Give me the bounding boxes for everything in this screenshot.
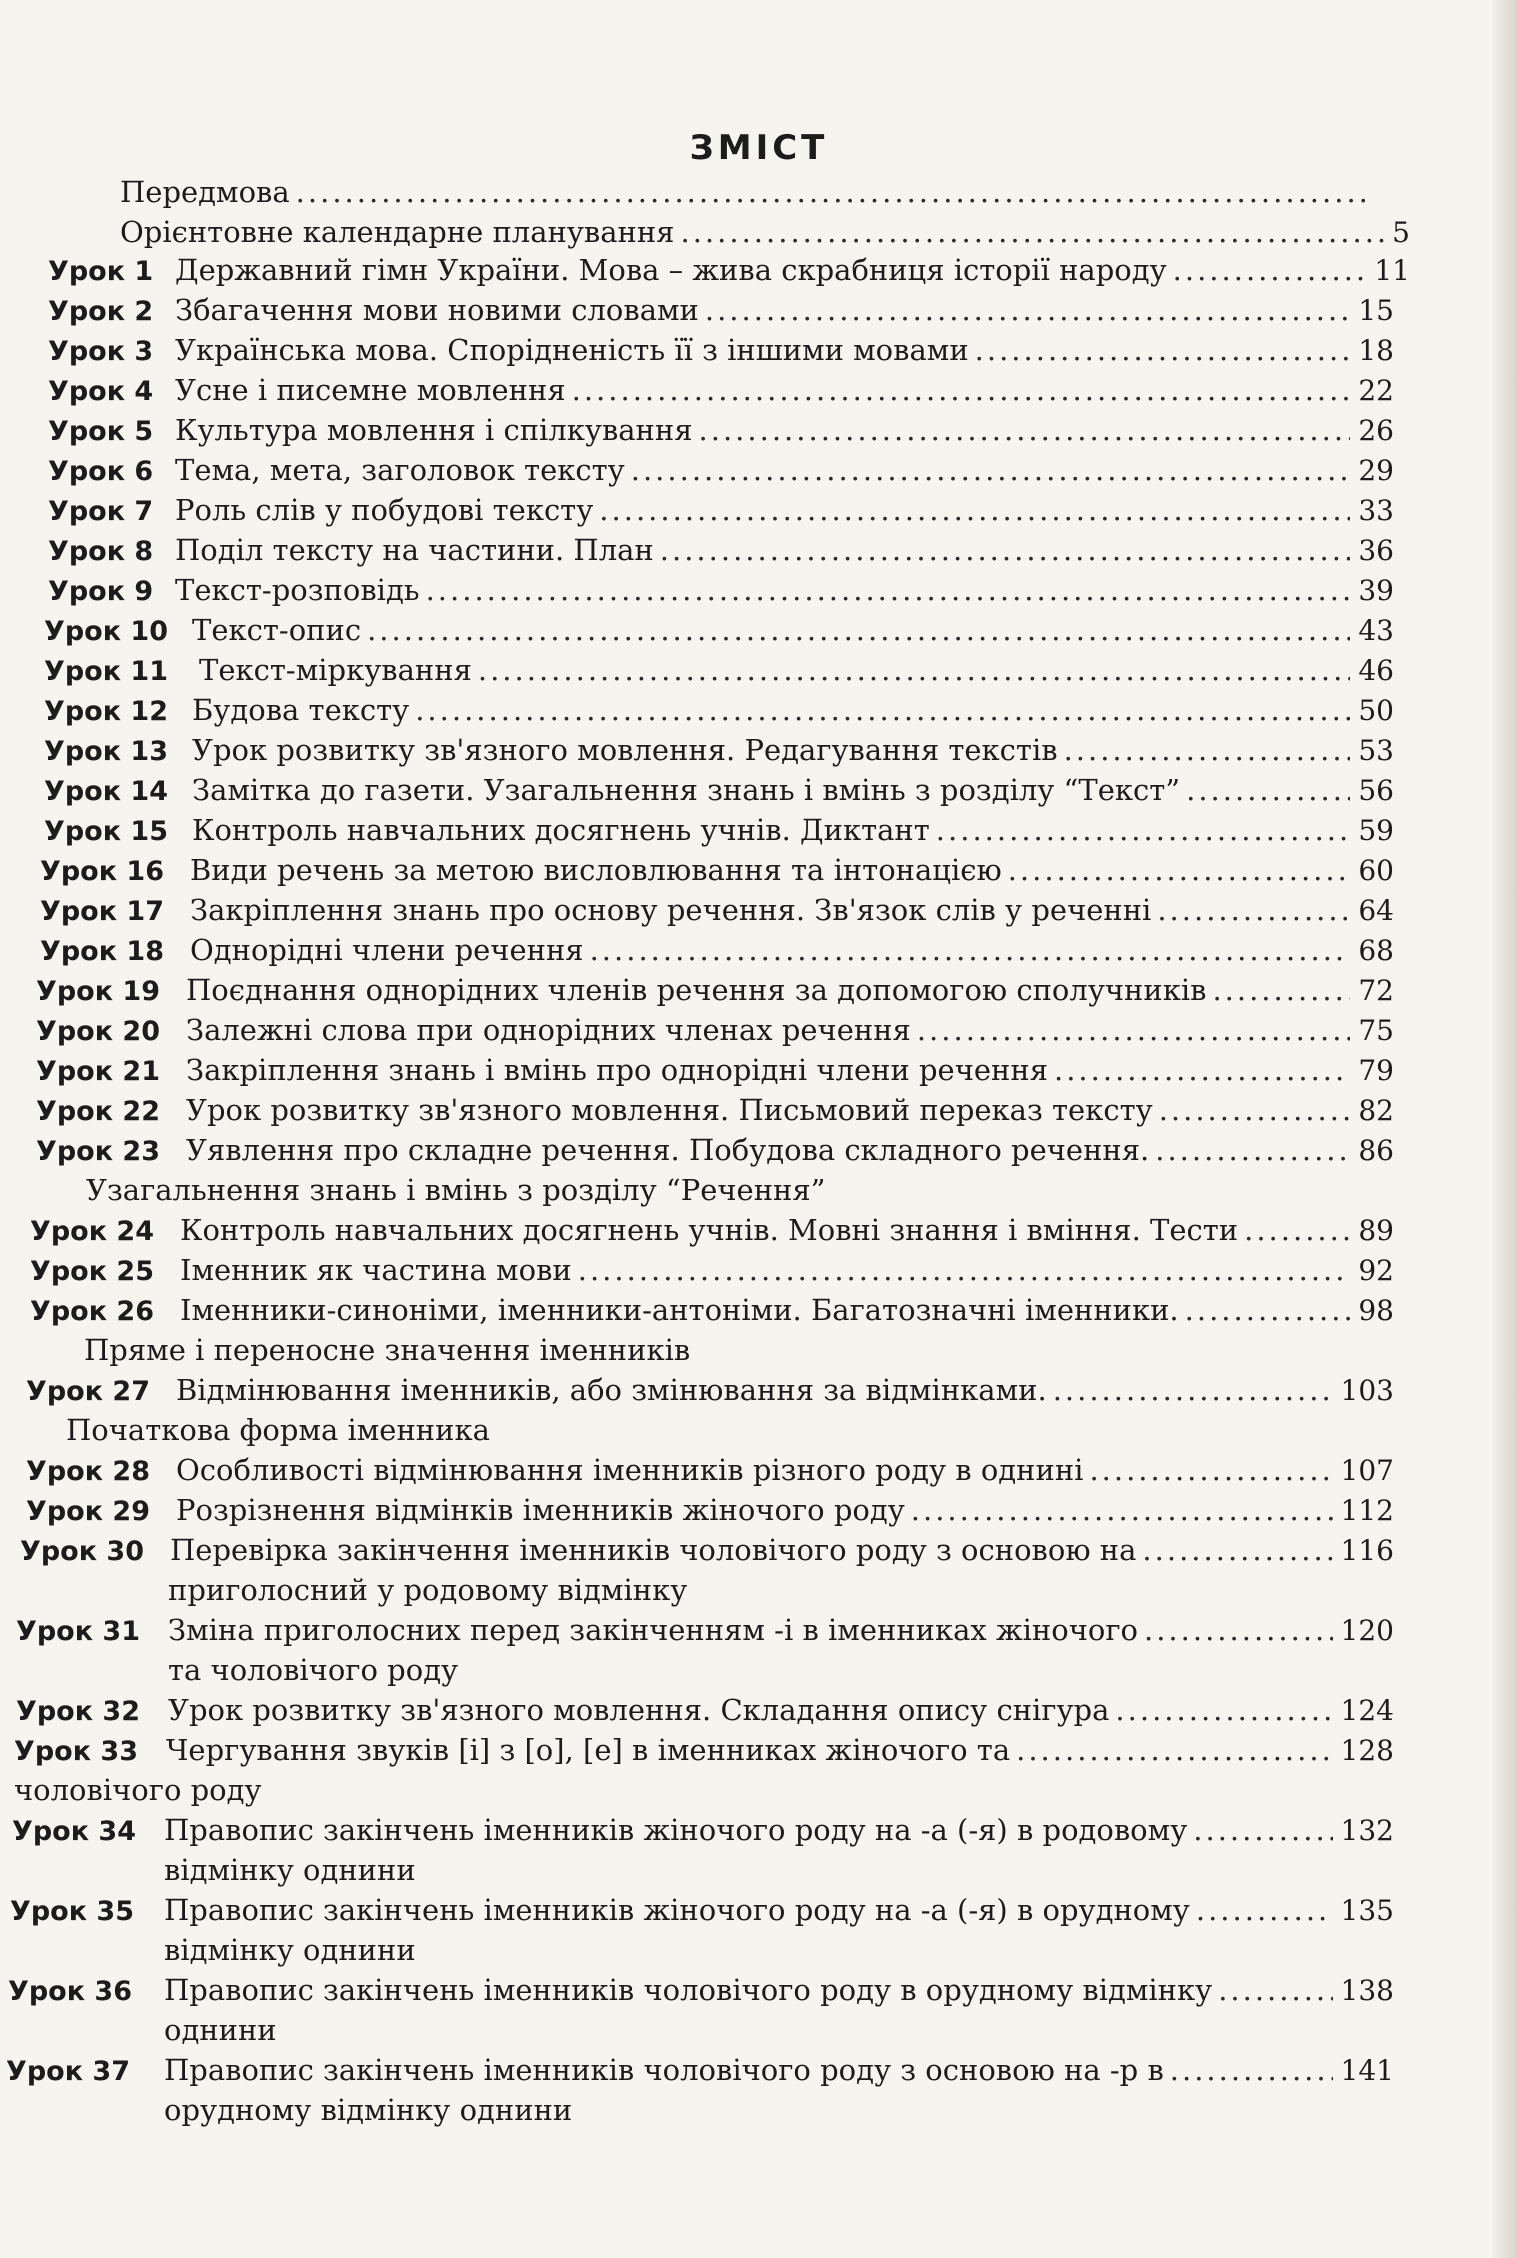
toc-entry-continuation bbox=[164, 1930, 1394, 1970]
page-number: 11 bbox=[1374, 254, 1410, 287]
toc-entry-lesson[interactable] bbox=[30, 1210, 1394, 1250]
dot-leader bbox=[478, 650, 1350, 690]
dot-leader bbox=[1193, 1810, 1332, 1850]
toc-entry-continuation bbox=[84, 1330, 1380, 1370]
page-number: 50 bbox=[1358, 694, 1394, 727]
dot-leader bbox=[975, 330, 1351, 370]
page-number: 29 bbox=[1358, 454, 1394, 487]
lesson-label: Урок 1 bbox=[48, 256, 154, 287]
toc-entry-continuation bbox=[86, 1170, 1376, 1210]
dot-leader bbox=[1155, 1130, 1350, 1170]
dot-leader bbox=[1196, 1890, 1333, 1930]
toc-entry-text: Поділ тексту на частини. План bbox=[175, 533, 654, 567]
page-number: 124 bbox=[1340, 1694, 1394, 1727]
page-number: 112 bbox=[1340, 1494, 1394, 1527]
toc-entry-text: Контроль навчальних досягнень учнів. Диктант bbox=[192, 813, 930, 847]
toc-entry-lesson[interactable] bbox=[8, 1970, 1394, 2010]
toc-entry-continuation bbox=[164, 1850, 1394, 1890]
dot-leader bbox=[426, 570, 1351, 610]
toc-entry-text: Правопис закінчень іменників жіночого роду на -а (-я) в родовому bbox=[164, 1813, 1188, 1847]
toc-entry-lesson[interactable] bbox=[44, 690, 1394, 730]
lesson-label: Урок 30 bbox=[20, 1536, 144, 1567]
dot-leader bbox=[1212, 970, 1350, 1010]
toc-entry-text: Державний гімн України. Мова – жива скрабниця історії народу bbox=[175, 253, 1167, 287]
page-number: 107 bbox=[1340, 1454, 1394, 1487]
page-number: 138 bbox=[1340, 1974, 1394, 2007]
dot-leader bbox=[1185, 1290, 1351, 1330]
lesson-label: Урок 8 bbox=[48, 536, 154, 567]
dot-leader bbox=[578, 1250, 1351, 1290]
toc-entry-text: приголосний у родовому відмінку bbox=[168, 1573, 688, 1607]
toc-entry-text: Початкова форма іменника bbox=[66, 1413, 490, 1447]
toc-entry-text: Текст-міркування bbox=[199, 653, 472, 687]
toc-entry-lesson[interactable] bbox=[14, 1730, 1394, 1770]
page-number: 36 bbox=[1358, 534, 1394, 567]
lesson-label: Урок 25 bbox=[30, 1256, 154, 1287]
lesson-label: Урок 16 bbox=[40, 856, 164, 887]
dot-leader bbox=[705, 290, 1350, 330]
page-edge-shadow bbox=[1492, 0, 1518, 2258]
toc-entry-text: Збагачення мови новими словами bbox=[175, 293, 699, 327]
page-number: 26 bbox=[1358, 414, 1394, 447]
dot-leader bbox=[1244, 1210, 1350, 1250]
toc-entry-text: Однорідні члени речення bbox=[190, 933, 584, 967]
page-number: 116 bbox=[1340, 1534, 1394, 1567]
toc-entry-lesson[interactable] bbox=[20, 1530, 1394, 1570]
toc-entry-continuation bbox=[14, 1770, 1394, 1810]
lesson-label: Урок 26 bbox=[30, 1296, 154, 1327]
toc-entry-lesson[interactable] bbox=[48, 410, 1394, 450]
toc-entry-text: Закріплення знань і вмінь про однорідні члени речення bbox=[186, 1053, 1048, 1087]
toc-entry-text: Правопис закінчень іменників жіночого роду на -а (-я) в орудному bbox=[164, 1893, 1190, 1927]
toc-entry-text: Іменники-синоніми, іменники-антоніми. Багатозначні іменники. bbox=[180, 1293, 1179, 1327]
dot-leader bbox=[415, 690, 1350, 730]
toc-entry-text: Передмова bbox=[120, 175, 290, 209]
lesson-label: Урок 19 bbox=[36, 976, 160, 1007]
page-number: 43 bbox=[1358, 614, 1394, 647]
toc-entry-text: Відмінювання іменників, або змінювання за відмінками. bbox=[176, 1373, 1047, 1407]
toc-entry-text: Замітка до газети. Узагальнення знань і вмінь з розділу “Текст” bbox=[192, 773, 1181, 807]
page-number: 98 bbox=[1358, 1294, 1394, 1327]
toc-entry-lesson[interactable] bbox=[44, 730, 1394, 770]
page-number: 60 bbox=[1358, 854, 1394, 887]
toc-entry-text: Правопис закінчень іменників чоловічого роду з основою на -р в bbox=[164, 2053, 1164, 2087]
toc-entry-text: відмінку однини bbox=[164, 1933, 416, 1967]
dot-leader bbox=[367, 610, 1350, 650]
page-number: 92 bbox=[1358, 1254, 1394, 1287]
lesson-label: Урок 23 bbox=[36, 1136, 160, 1167]
lesson-label: Урок 18 bbox=[40, 936, 164, 967]
toc-entry-text: Контроль навчальних досягнень учнів. Мовні знання і вміння. Тести bbox=[180, 1213, 1239, 1247]
lesson-label: Урок 33 bbox=[14, 1736, 138, 1767]
toc-entry-text: Поєднання однорідних членів речення за допомогою сполучників bbox=[186, 973, 1207, 1007]
page-title: ЗМІСТ bbox=[689, 128, 829, 168]
dot-leader bbox=[936, 810, 1351, 850]
toc-entry-text: Закріплення знань про основу речення. Зв'язок слів у реченні bbox=[190, 893, 1152, 927]
lesson-label: Урок 36 bbox=[8, 1976, 132, 2007]
dot-leader bbox=[1115, 1690, 1332, 1730]
toc-entry-lesson[interactable] bbox=[48, 570, 1394, 610]
lesson-label: Урок 11 bbox=[44, 656, 168, 687]
toc-entry-text: Узагальнення знань і вмінь з розділу “Речення” bbox=[86, 1173, 826, 1207]
toc-entry-lesson[interactable] bbox=[16, 1690, 1394, 1730]
toc-entry-continuation bbox=[168, 1650, 1394, 1690]
lesson-label: Урок 28 bbox=[26, 1456, 150, 1487]
lesson-label: Урок 22 bbox=[36, 1096, 160, 1127]
dot-leader bbox=[1016, 1730, 1332, 1770]
lesson-label: Урок 9 bbox=[48, 576, 154, 607]
page-number: 68 bbox=[1358, 934, 1394, 967]
toc-entry-lesson[interactable] bbox=[26, 1450, 1394, 1490]
toc-entry-lesson[interactable] bbox=[48, 250, 1410, 290]
toc-entry-text: Іменник як частина мови bbox=[180, 1253, 572, 1287]
dot-leader bbox=[631, 450, 1351, 490]
page-number: 56 bbox=[1358, 774, 1394, 807]
toc-entry-lesson[interactable] bbox=[36, 1130, 1394, 1170]
dot-leader bbox=[1159, 1090, 1351, 1130]
toc-entry-text: Правопис закінчень іменників чоловічого роду в орудному відмінку bbox=[164, 1973, 1213, 2007]
lesson-label: Урок 20 bbox=[36, 1016, 160, 1047]
toc-entry-lesson[interactable] bbox=[10, 1890, 1394, 1930]
dot-leader bbox=[599, 490, 1350, 530]
toc-entry-text: Особливості відмінювання іменників різного роду в однині bbox=[176, 1453, 1084, 1487]
page-number: 82 bbox=[1358, 1094, 1394, 1127]
toc-entry-text: Види речень за метою висловлювання та інтонацією bbox=[190, 853, 1002, 887]
lesson-label: Урок 2 bbox=[48, 296, 154, 327]
toc-entry-text: Тема, мета, заголовок тексту bbox=[175, 453, 625, 487]
dot-leader bbox=[680, 212, 1384, 252]
page-number: 86 bbox=[1358, 1134, 1394, 1167]
lesson-label: Урок 5 bbox=[48, 416, 154, 447]
toc-entry-text: Усне і писемне мовлення bbox=[175, 373, 566, 407]
page-number: 59 bbox=[1358, 814, 1394, 847]
toc-entry-lesson[interactable] bbox=[44, 770, 1394, 810]
dot-leader bbox=[1008, 850, 1351, 890]
toc-entry-lesson[interactable] bbox=[12, 1810, 1394, 1850]
toc-entry-text: однини bbox=[164, 2013, 277, 2047]
lesson-label: Урок 6 bbox=[48, 456, 154, 487]
lesson-label: Урок 31 bbox=[16, 1616, 140, 1647]
page-number: 132 bbox=[1340, 1814, 1394, 1847]
toc-entry-lesson[interactable] bbox=[16, 1610, 1394, 1650]
toc-entry-text: чоловічого роду bbox=[14, 1773, 262, 1807]
toc-entry-text: Чергування звуків [і] з [о], [е] в іменниках жіночого та bbox=[166, 1733, 1011, 1767]
page-number: 22 bbox=[1358, 374, 1394, 407]
dot-leader bbox=[917, 1010, 1351, 1050]
toc-entry-continuation bbox=[66, 1410, 1366, 1450]
toc-entry-lesson[interactable] bbox=[40, 850, 1394, 890]
toc-entry-lesson[interactable] bbox=[48, 530, 1394, 570]
page-number: 53 bbox=[1358, 734, 1394, 767]
lesson-label: Урок 3 bbox=[48, 336, 154, 367]
dot-leader bbox=[1064, 730, 1351, 770]
dot-leader bbox=[911, 1490, 1333, 1530]
toc-entry-continuation bbox=[164, 2090, 1394, 2130]
lesson-label: Урок 35 bbox=[10, 1896, 134, 1927]
toc-entry-text: Зміна приголосних перед закінченням -і в іменниках жіночого bbox=[168, 1613, 1138, 1647]
toc-entry-lesson[interactable] bbox=[48, 370, 1394, 410]
toc-entry-text: Розрізнення відмінків іменників жіночого роду bbox=[176, 1493, 905, 1527]
page-number: 15 bbox=[1358, 294, 1394, 327]
toc-entry-text: Текст-опис bbox=[192, 613, 362, 647]
page-number: 79 bbox=[1358, 1054, 1394, 1087]
lesson-label: Урок 37 bbox=[6, 2056, 130, 2087]
toc-entry-lesson[interactable] bbox=[48, 290, 1394, 330]
toc-entry-continuation bbox=[168, 1570, 1368, 1610]
toc-entry-lesson[interactable] bbox=[36, 1090, 1394, 1130]
toc-entry-text: Пряме і переносне значення іменників bbox=[84, 1333, 691, 1367]
dot-leader bbox=[296, 172, 1370, 212]
toc-entry-text: Перевірка закінчення іменників чоловічого роду з основою на bbox=[170, 1533, 1137, 1567]
page-number: 39 bbox=[1358, 574, 1394, 607]
toc-entry-lesson[interactable] bbox=[48, 450, 1394, 490]
toc-entry-lesson[interactable] bbox=[44, 610, 1394, 650]
toc-entry-lesson[interactable] bbox=[40, 890, 1394, 930]
lesson-label: Урок 17 bbox=[40, 896, 164, 927]
dot-leader bbox=[1157, 890, 1350, 930]
page-number: 33 bbox=[1358, 494, 1394, 527]
toc-entry-text: Культура мовлення і спілкування bbox=[175, 413, 693, 447]
toc-entry-lesson[interactable] bbox=[48, 490, 1394, 530]
dot-leader bbox=[699, 410, 1351, 450]
lesson-label: Урок 21 bbox=[36, 1056, 160, 1087]
dot-leader bbox=[572, 370, 1351, 410]
toc-entry-lesson[interactable] bbox=[48, 330, 1394, 370]
page-number: 72 bbox=[1358, 974, 1394, 1007]
toc-entry-text: відмінку однини bbox=[164, 1853, 416, 1887]
toc-entry-text: Урок розвитку зв'язного мовлення. Письмовий переказ тексту bbox=[186, 1093, 1153, 1127]
toc-entry-text: Урок розвитку зв'язного мовлення. Редагування текстів bbox=[192, 733, 1058, 767]
dot-leader bbox=[590, 930, 1351, 970]
toc-entry-preface[interactable] bbox=[120, 172, 1378, 212]
toc-entry-continuation bbox=[164, 2010, 1394, 2050]
toc-entry-text: Залежні слова при однорідних членах речення bbox=[186, 1013, 911, 1047]
page-number: 75 bbox=[1358, 1014, 1394, 1047]
toc-entry-text: Текст-розповідь bbox=[175, 573, 420, 607]
page-number: 46 bbox=[1358, 654, 1394, 687]
page-number: 135 bbox=[1340, 1894, 1394, 1927]
dot-leader bbox=[1173, 250, 1367, 290]
page-number: 141 bbox=[1340, 2054, 1394, 2087]
toc-entry-lesson[interactable] bbox=[36, 970, 1394, 1010]
lesson-label: Урок 7 bbox=[48, 496, 154, 527]
page-number: 103 bbox=[1340, 1374, 1394, 1407]
toc-entry-text: Урок розвитку зв'язного мовлення. Складання опису снігура bbox=[168, 1693, 1110, 1727]
lesson-label: Урок 14 bbox=[44, 776, 168, 807]
lesson-label: Урок 10 bbox=[44, 616, 168, 647]
dot-leader bbox=[1053, 1370, 1333, 1410]
lesson-label: Урок 4 bbox=[48, 376, 154, 407]
page-number: 5 bbox=[1392, 216, 1410, 249]
dot-leader bbox=[1218, 1970, 1332, 2010]
toc-entry-lesson[interactable] bbox=[26, 1370, 1394, 1410]
toc-entry-lesson[interactable] bbox=[36, 1010, 1394, 1050]
toc-entry-lesson[interactable] bbox=[26, 1490, 1394, 1530]
dot-leader bbox=[1142, 1530, 1332, 1570]
toc-entry-lesson[interactable] bbox=[44, 650, 1394, 690]
dot-leader bbox=[1144, 1610, 1333, 1650]
toc-entry-lesson[interactable] bbox=[6, 2050, 1394, 2090]
lesson-label: Урок 12 bbox=[44, 696, 168, 727]
lesson-label: Урок 24 bbox=[30, 1216, 154, 1247]
toc-entry-planning[interactable] bbox=[120, 212, 1410, 252]
lesson-label: Урок 34 bbox=[12, 1816, 136, 1847]
dot-leader bbox=[1170, 2050, 1333, 2090]
page-number: 128 bbox=[1340, 1734, 1394, 1767]
lesson-label: Урок 32 bbox=[16, 1696, 140, 1727]
toc-entry-text: орудному відмінку однини bbox=[164, 2093, 573, 2127]
lesson-label: Урок 29 bbox=[26, 1496, 150, 1527]
toc-entry-lesson[interactable] bbox=[44, 810, 1394, 850]
page-number: 120 bbox=[1340, 1614, 1394, 1647]
page-number: 18 bbox=[1358, 334, 1394, 367]
toc-entry-text: Роль слів у побудові тексту bbox=[175, 493, 594, 527]
toc-entry-lesson[interactable] bbox=[30, 1250, 1394, 1290]
dot-leader bbox=[1186, 770, 1350, 810]
lesson-label: Урок 27 bbox=[26, 1376, 150, 1407]
toc-entry-text: Українська мова. Спорідненість її з іншими мовами bbox=[175, 333, 969, 367]
toc-entry-text: Будова тексту bbox=[192, 693, 410, 727]
lesson-label: Урок 15 bbox=[44, 816, 168, 847]
toc-entry-lesson[interactable] bbox=[30, 1290, 1394, 1330]
toc-entry-text: Уявлення про складне речення. Побудова складного речення. bbox=[186, 1133, 1150, 1167]
toc-entry-text: та чоловічого роду bbox=[168, 1653, 459, 1687]
toc-entry-text: Орієнтовне календарне планування bbox=[120, 215, 675, 249]
toc-entry-lesson[interactable] bbox=[40, 930, 1394, 970]
dot-leader bbox=[660, 530, 1351, 570]
toc-entry-lesson[interactable] bbox=[36, 1050, 1394, 1090]
dot-leader bbox=[1089, 1450, 1332, 1490]
dot-leader bbox=[1054, 1050, 1350, 1090]
page-number: 64 bbox=[1358, 894, 1394, 927]
lesson-label: Урок 13 bbox=[44, 736, 168, 767]
page-number: 89 bbox=[1358, 1214, 1394, 1247]
